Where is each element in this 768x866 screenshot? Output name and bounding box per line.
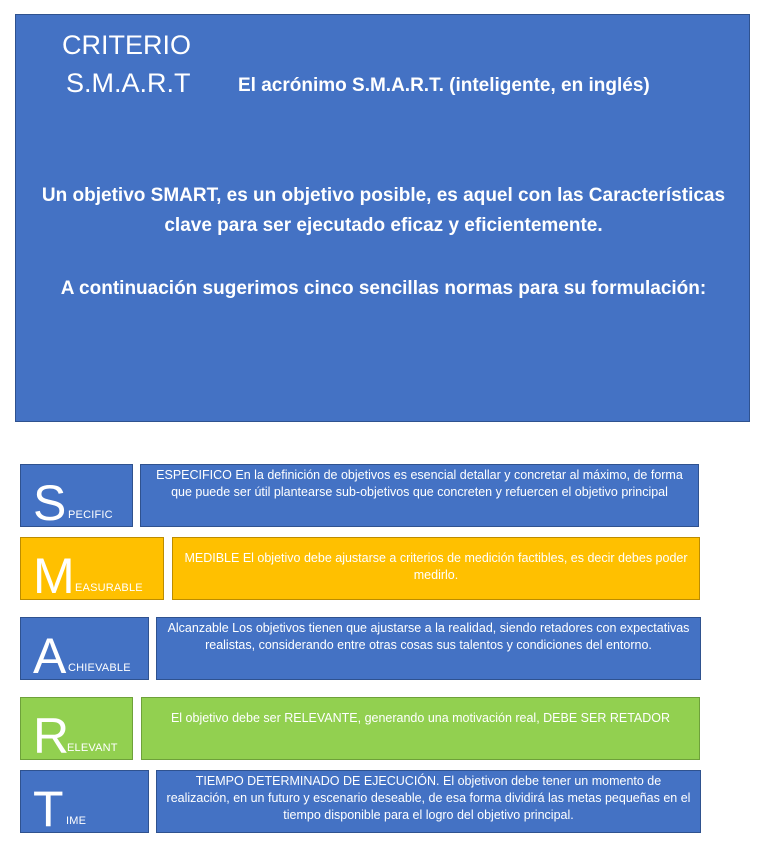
letter-t: T (33, 781, 64, 833)
rules-paragraph: A continuación sugerimos cinco sencillas normas para su formulación: (60, 278, 707, 299)
word-rest-specific: PECIFIC (68, 509, 113, 521)
intro-paragraph: Un objetivo SMART, es un objetivo posible, es aquel con las Características clave para ser ejecutado eficaz y eficientemente. (41, 185, 726, 236)
description-relevant: El objetivo debe ser RELEVANTE, generando una motivación real, DEBE SER RETADOR (141, 697, 700, 760)
letter-s: S (33, 475, 67, 527)
word-rest-relevant: ELEVANT (67, 742, 118, 754)
description-measurable: MEDIBLE El objetivo debe ajustarse a criterios de medición factibles, es decir debes poder medirlo. (172, 537, 700, 600)
title-line-1: CRITERIO (62, 30, 192, 60)
acronym-text: El acrónimo S.M.A.R.T. (inteligente, en inglés) (238, 75, 650, 96)
description-achievable: Alcanzable Los objetivos tienen que ajustarse a la realidad, siendo retadores con expectativas realistas, considerando entre otras cosas sus talentos y condiciones del entorno. (156, 617, 701, 680)
letter-box-specific (20, 464, 133, 527)
description-specific: ESPECIFICO En la definición de objetivos es esencial detallar y concretar al máximo, de forma que puede ser útil plantearse sub-objetivos que concreten y refuercen el objetivo principal (140, 464, 699, 527)
header-panel (15, 14, 750, 422)
word-rest-achievable: CHIEVABLE (68, 662, 131, 674)
letter-box-time (20, 770, 149, 833)
description-time: TIEMPO DETERMINADO DE EJECUCIÓN. El objetivon debe tener un momento de realización, en un futuro y escenario deseable, de esa forma dividirá las metas pequeñas en el tiempo disponible para el logro del objetivo principal. (156, 770, 701, 833)
letter-box-achievable (20, 617, 149, 680)
letter-r: R (33, 708, 70, 760)
letter-a: A (33, 628, 67, 680)
word-rest-measurable: EASURABLE (75, 582, 143, 594)
title-line-2: S.M.A.R.T (66, 68, 191, 98)
letter-box-relevant (20, 697, 133, 760)
letter-m: M (33, 548, 75, 600)
word-rest-time: IME (66, 815, 87, 827)
letter-box-measurable (20, 537, 164, 600)
